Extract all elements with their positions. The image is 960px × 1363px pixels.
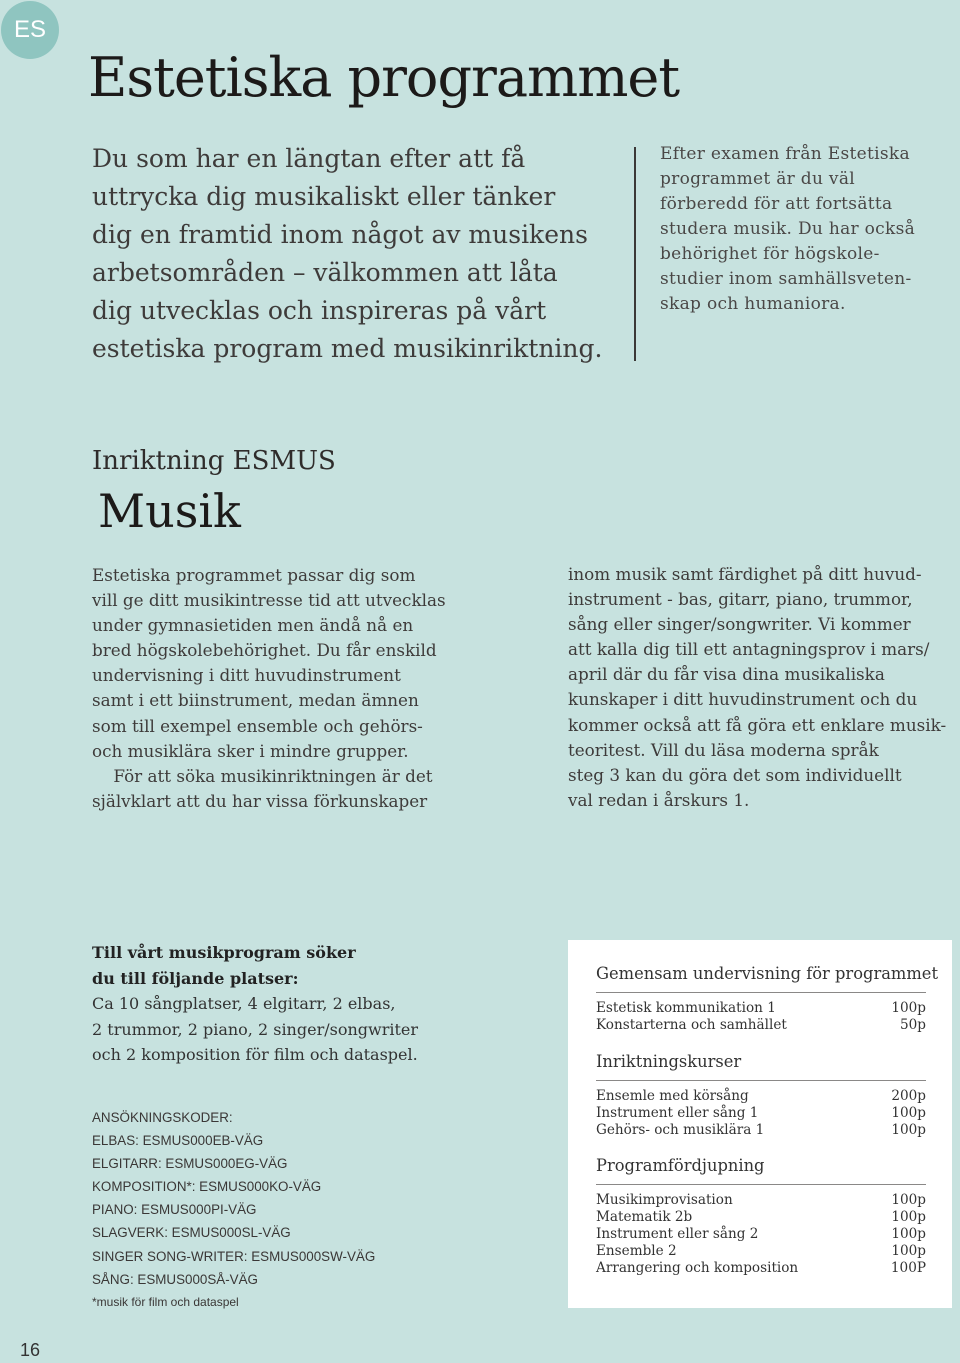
course-name: Konstarterna och samhället [596,1017,787,1033]
course-group-rule [596,1184,926,1185]
intro-side-line: skap och humaniora. [660,294,846,314]
course-row [596,1105,926,1122]
application-code: SLAGVERK: ESMUS000SL-VÄG [92,1225,291,1241]
application-code: ELGITARR: ESMUS000EG-VÄG [92,1156,288,1172]
course-row [596,1209,926,1226]
course-points: 100p [891,1192,926,1208]
course-points: 100p [891,1243,926,1259]
body-column-left [92,563,512,814]
seats-text-line: 2 trummor, 2 piano, 2 singer/songwriter [92,1019,419,1039]
application-code: PIANO: ESMUS000PI-VÄG [92,1202,257,1218]
course-name: Ensemble 2 [596,1243,677,1259]
body-line: kunskaper i ditt huvudinstrument och du [568,689,918,710]
body-line: sång eller singer/songwriter. Vi kommer [568,614,911,635]
body-line: bred högskolebehörighet. Du får enskild [92,640,437,661]
intro-lead-line: dig utvecklas och inspireras på vårt [92,296,547,325]
body-line: instrument - bas, gitarr, piano, trummor, [568,589,913,610]
seats-heading-line: du till följande platser: [92,968,299,988]
application-code: SINGER SONG-WRITER: ESMUS000SW-VÄG [92,1248,376,1264]
body-line: självklart att du har vissa förkunskaper [92,790,428,811]
course-group-heading: Gemensam undervisning för programmet [596,964,938,983]
intro-side-line: studier inom samhällsveten- [660,269,912,289]
course-row [596,1088,926,1105]
application-codes [92,1106,412,1314]
course-points: 100p [891,1105,926,1121]
page-title: Estetiska programmet [88,46,680,109]
body-line: undervisning i ditt huvudinstrument [92,665,401,686]
course-row [596,1226,926,1243]
course-row [596,1000,926,1017]
course-points: 100P [890,1260,926,1276]
body-line: samt i ett biinstrument, medan ämnen [92,690,419,711]
body-line: och musiklära sker i mindre grupper. [92,740,409,761]
page-number: 16 [20,1340,41,1360]
course-points: 200p [891,1088,926,1104]
application-code: ELBAS: ESMUS000EB-VÄG [92,1133,264,1149]
course-name: Instrument eller sång 2 [596,1226,759,1242]
body-line: För att söka musikinriktningen är det [92,765,433,786]
course-row [596,1260,926,1277]
course-points: 100p [891,1226,926,1242]
application-code: SÅNG: ESMUS000SÅ-VÄG [92,1271,258,1287]
seats-text-line: Ca 10 sångplatser, 4 elgitarr, 2 elbas, [92,994,396,1013]
course-points: 100p [891,1122,926,1138]
intro-side-line: behörighet för högskole- [660,244,880,264]
course-points: 100p [891,1000,926,1016]
course-row [596,1243,926,1260]
course-name: Ensemle med körsång [596,1088,749,1104]
body-line: val redan i årskurs 1. [568,789,750,810]
seats-text-line: och 2 komposition för film och dataspel. [92,1045,418,1064]
course-row [596,1192,926,1209]
intro-lead-line: arbetsområden – välkommen att låta [92,258,558,287]
body-line: att kalla dig till ett antagningsprov i mars/ [568,639,930,660]
body-line: kommer också att få göra ett enklare musik- [568,714,947,735]
course-group-rule [596,1080,926,1081]
intro-side-line: programmet är du väl [660,169,856,189]
intro-lead-line: dig en framtid inom något av musikens [92,220,588,249]
intro-lead-line: Du som har en längtan efter att få [92,144,526,173]
intro-side-line: Efter examen från Estetiska [660,144,910,164]
course-points: 50p [900,1017,926,1033]
course-group-heading: Inriktningskurser [596,1052,742,1071]
body-line: april där du får visa dina musikaliska [568,664,885,685]
course-name: Arrangering och komposition [596,1260,799,1276]
codes-footnote: *musik för film och dataspel [92,1294,239,1309]
intro-side-line: studera musik. Du har också [660,219,916,239]
course-name: Instrument eller sång 1 [596,1105,759,1121]
body-line: inom musik samt färdighet på ditt huvud- [568,564,922,584]
intro-lead-line: estetiska program med musikinriktning. [92,334,603,363]
course-points: 100p [891,1209,926,1225]
course-name: Gehörs- och musiklära 1 [596,1122,765,1138]
seats-info [92,940,452,1068]
body-line: under gymnasietiden men ändå nå en [92,615,414,636]
seats-heading-line: Till vårt musikprogram söker [92,943,356,962]
course-name: Musikimprovisation [596,1192,733,1208]
course-row [596,1122,926,1139]
intro-divider [634,147,636,361]
intro-side-text [660,142,950,317]
intro-lead-line: uttrycka dig musikaliskt eller tänker [92,182,556,211]
course-panel [568,940,952,1308]
section-title: Musik [98,484,241,538]
body-line: vill ge ditt musikintresse tid att utvecklas [92,590,446,611]
section-kicker: Inriktning ESMUS [92,446,336,476]
course-group-heading: Programfördjupning [596,1156,765,1175]
body-line: steg 3 kan du göra det som individuellt [568,764,902,785]
body-line: Estetiska programmet passar dig som [92,565,416,585]
course-group-rule [596,992,926,993]
body-column-right [568,562,948,813]
application-code: KOMPOSITION*: ESMUS000KO-VÄG [92,1179,322,1195]
body-line: teoritest. Vill du läsa moderna språk [568,739,879,760]
program-badge: ES [1,1,59,59]
course-name: Matematik 2b [596,1209,693,1225]
intro-side-line: förberedd för att fortsätta [660,194,893,214]
application-code: ANSÖKNINGSKODER: [92,1110,233,1125]
course-row [596,1017,926,1034]
course-name: Estetisk kommunikation 1 [596,1000,776,1016]
body-line: som till exempel ensemble och gehörs- [92,715,423,736]
intro-lead-text [92,140,632,368]
